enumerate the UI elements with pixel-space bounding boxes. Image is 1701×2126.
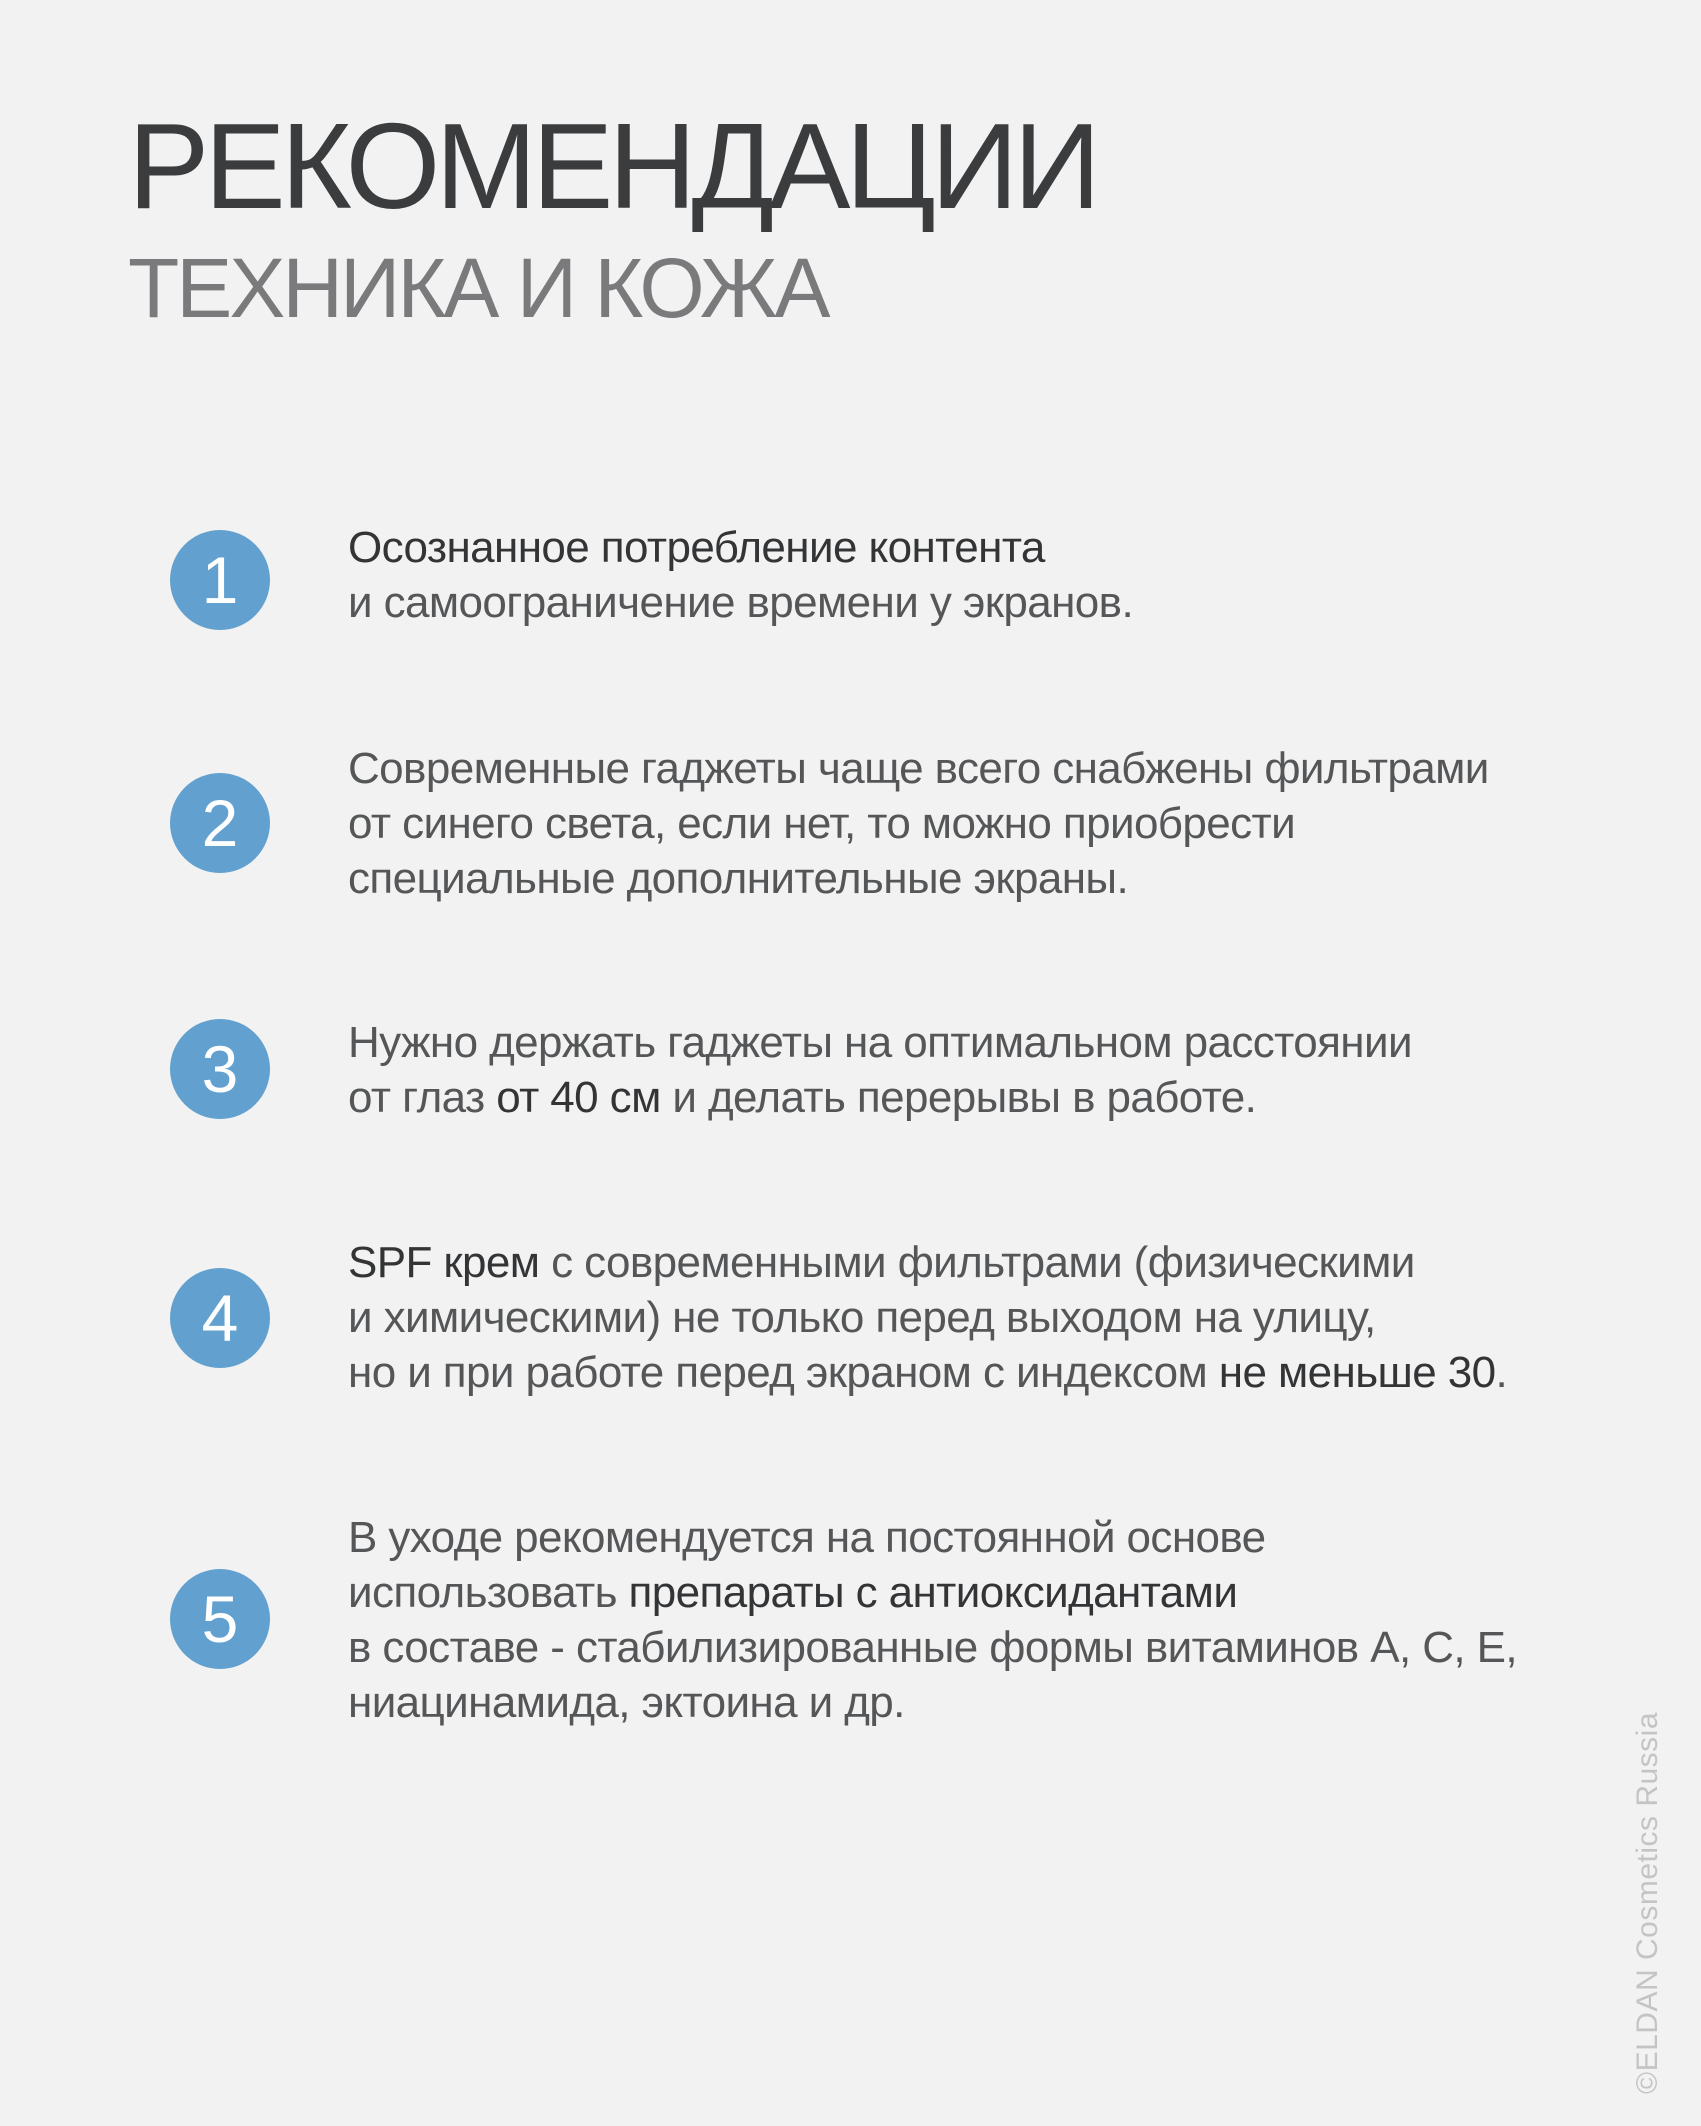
number-badge: 1 (170, 530, 270, 630)
text-segment: . (1495, 1348, 1508, 1397)
recommendation-line (348, 741, 1588, 796)
recommendation-line (348, 1675, 1588, 1730)
recommendation-line (348, 1235, 1588, 1290)
recommendation-text (348, 1235, 1588, 1400)
text-segment: от глаз (348, 1073, 497, 1122)
recommendation-line (348, 520, 1588, 575)
text-segment: В уходе рекомендуется на постоянной основе (348, 1513, 1266, 1562)
recommendation-item (170, 1510, 1590, 1810)
number-badge: 3 (170, 1019, 270, 1119)
recommendation-text (348, 1015, 1588, 1125)
emphasis-text: от 40 см (496, 1073, 661, 1122)
emphasis-text: SPF крем (348, 1238, 540, 1287)
text-segment: и химическими) не только перед выходом на улицу, (348, 1293, 1376, 1342)
recommendation-line (348, 1345, 1588, 1400)
recommendation-line (348, 1070, 1588, 1125)
page-subtitle: ТЕХНИКА И КОЖА (128, 241, 828, 335)
recommendation-text (348, 741, 1588, 906)
emphasis-text: препараты с антиоксидантами (628, 1568, 1238, 1617)
recommendation-line (348, 1620, 1588, 1675)
text-segment: и самоограничение времени у экранов. (348, 578, 1134, 627)
text-segment: ниацинамида, эктоина и др. (348, 1678, 905, 1727)
number-badge: 5 (170, 1569, 270, 1669)
text-segment: использовать (348, 1568, 629, 1617)
number-badge: 2 (170, 773, 270, 873)
recommendation-text (348, 520, 1588, 630)
number-badge: 4 (170, 1268, 270, 1368)
recommendation-line (348, 1510, 1588, 1565)
text-segment: но и при работе перед экраном с индексом (348, 1348, 1219, 1397)
recommendation-line (348, 851, 1588, 906)
copyright-watermark: ©ELDAN Cosmetics Russia (1631, 1711, 1664, 2094)
recommendation-line (348, 575, 1588, 630)
recommendation-line (348, 1015, 1588, 1070)
emphasis-text: не меньше 30 (1218, 1348, 1496, 1397)
text-segment: в составе - стабилизированные формы витаминов А, С, Е, (348, 1623, 1517, 1672)
page-title: РЕКОМЕНДАЦИИ (128, 98, 1097, 234)
text-segment: Нужно держать гаджеты на оптимальном расстоянии (348, 1018, 1412, 1067)
text-segment: и делать перерывы в работе. (660, 1073, 1257, 1122)
recommendation-item (170, 1235, 1590, 1535)
recommendation-text (348, 1510, 1588, 1730)
recommendation-line (348, 796, 1588, 851)
text-segment: Современные гаджеты чаще всего снабжены фильтрами (348, 744, 1489, 793)
emphasis-text: Осознанное потребление контента (348, 523, 1045, 572)
recommendation-line (348, 1290, 1588, 1345)
text-segment: специальные дополнительные экраны. (348, 854, 1129, 903)
recommendation-line (348, 1565, 1588, 1620)
text-segment: от синего света, если нет, то можно приобрести (348, 799, 1296, 848)
text-segment: с современными фильтрами (физическими (539, 1238, 1415, 1287)
recommendation-item (170, 741, 1590, 1041)
